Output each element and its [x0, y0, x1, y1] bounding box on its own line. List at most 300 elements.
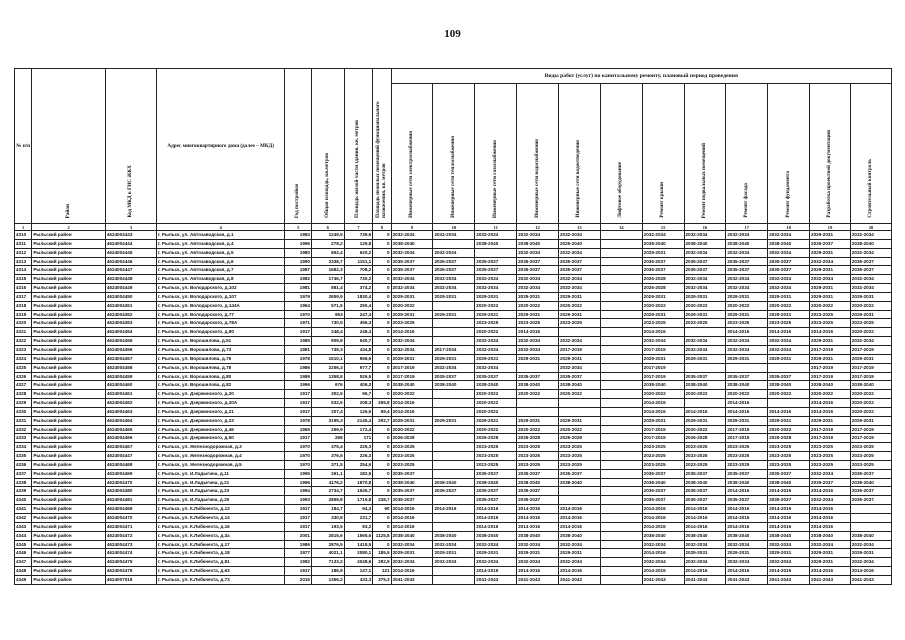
table-cell: 2032-2034 — [726, 284, 768, 293]
table-cell: 571,5 — [312, 301, 345, 310]
table-cell: 2020-2022 — [475, 425, 517, 434]
column-number-12: 12 — [517, 224, 559, 231]
table-cell: 620,2 — [344, 248, 373, 257]
table-cell: 2029-2031 — [768, 549, 810, 558]
table-cell: 2032-2034 — [768, 284, 810, 293]
table-cell: 2041-2043 — [558, 575, 600, 584]
table-cell: 1987 — [285, 266, 312, 275]
table-cell: 1981 — [285, 345, 312, 354]
table-cell: 2032-2034 — [391, 248, 433, 257]
table-cell: 2029-2031 — [810, 337, 851, 346]
column-number-9: 9 — [391, 224, 433, 231]
table-cell: 2032-2034 — [558, 363, 600, 372]
table-cell: 2080,1 — [344, 549, 373, 558]
table-cell: 2014-2016 — [433, 505, 475, 514]
table-cell: 2038-2040 — [642, 478, 684, 487]
table-cell: 2020-2022 — [684, 390, 726, 399]
table-cell: 2032-2034 — [684, 284, 726, 293]
table-cell: 0 — [373, 354, 391, 363]
header-year: Год постройки — [285, 69, 312, 224]
table-cell: 2014-2016 — [810, 505, 851, 514]
table-cell: 2035-2037 — [475, 496, 517, 505]
table-cell: 2023-2025 — [684, 443, 726, 452]
table-cell: 2029-2031 — [768, 354, 810, 363]
table-row — [15, 407, 892, 416]
table-cell: 2032-2034 — [475, 363, 517, 372]
table-cell: 2014-2016 — [684, 407, 726, 416]
column-number-18: 18 — [768, 224, 810, 231]
table-cell — [600, 275, 642, 284]
table-cell: 1917 — [285, 434, 312, 443]
table-cell: 1358,8 — [312, 372, 345, 381]
table-cell: г. Рыльск, ул. Ворошилова, д.82 — [156, 381, 285, 390]
table-cell — [600, 310, 642, 319]
table-cell: г. Рыльск, ул. К.Либкнехта, д.17 — [156, 540, 285, 549]
table-cell: 0 — [373, 487, 391, 496]
table-cell: 248,4 — [312, 328, 345, 337]
table-cell: 2023-2025 — [810, 310, 851, 319]
table-cell: 2014-2016 — [642, 567, 684, 576]
table-cell: 0 — [373, 319, 391, 328]
table-cell — [600, 266, 642, 275]
table-cell: 2035-2037 — [642, 496, 684, 505]
table-cell: 4021,1 — [312, 549, 345, 558]
table-row — [15, 496, 892, 505]
table-cell: 1971 — [285, 319, 312, 328]
table-cell: 4335 — [15, 452, 32, 461]
table-cell: 2035-2037 — [391, 487, 433, 496]
table-cell — [600, 496, 642, 505]
table-cell: 375,3 — [373, 575, 391, 584]
table-cell — [600, 239, 642, 248]
table-cell: 4624004481 — [105, 496, 156, 505]
table-cell: 2017-2019 — [850, 434, 891, 443]
table-cell: 2023-2025 — [684, 452, 726, 461]
table-cell: 2020-2022 — [475, 301, 517, 310]
table-cell: 2035-2037 — [726, 372, 768, 381]
table-cell: 96,7 — [344, 390, 373, 399]
table-cell: 4349 — [15, 575, 32, 584]
table-cell: 2029-2031 — [558, 549, 600, 558]
table-cell: 2014-2016 — [810, 522, 851, 531]
table-cell: 4332 — [15, 425, 32, 434]
table-row — [15, 328, 892, 337]
table-cell — [517, 407, 559, 416]
table-cell: 2029-2031 — [810, 248, 851, 257]
table-cell: 1418,5 — [344, 540, 373, 549]
header-work-9: Ремонт фасада — [726, 84, 768, 224]
table-cell: 2029-2031 — [810, 266, 851, 275]
table-cell: Рыльский район — [32, 522, 105, 531]
table-cell: 2014-2016 — [810, 514, 851, 523]
table-cell: 2020-2022 — [391, 425, 433, 434]
table-cell — [600, 425, 642, 434]
table-cell: г. Рыльск, ул. Ворошилова, д.73 — [156, 345, 285, 354]
table-cell — [558, 399, 600, 408]
column-number-3: 3 — [105, 224, 156, 231]
table-cell: 2038-2040 — [684, 478, 726, 487]
table-cell: 2734,7 — [312, 487, 345, 496]
table-cell: Рыльский район — [32, 301, 105, 310]
table-cell: 2032-2034 — [517, 248, 559, 257]
table-cell: 4624004457 — [105, 354, 156, 363]
table-cell: 4624004454 — [105, 328, 156, 337]
table-cell: 2032-2034 — [517, 345, 559, 354]
table-cell — [684, 363, 726, 372]
table-cell: 2014-2016 — [475, 522, 517, 531]
table-cell: 2035-2037 — [558, 257, 600, 266]
table-cell — [600, 390, 642, 399]
table-cell: 1917 — [285, 328, 312, 337]
table-cell: 4344 — [15, 531, 32, 540]
table-cell: Рыльский район — [32, 284, 105, 293]
table-cell: 1989 — [285, 372, 312, 381]
table-cell: 2029-2031 — [768, 310, 810, 319]
table-cell: 2001 — [285, 531, 312, 540]
table-cell: 4334 — [15, 443, 32, 452]
table-cell: Рыльский район — [32, 310, 105, 319]
table-cell: 4624004455 — [105, 337, 156, 346]
table-cell — [768, 363, 810, 372]
header-work-10: Ремонт фундамента — [768, 84, 810, 224]
table-cell: 4624004470 — [105, 478, 156, 487]
table-cell: 852,4 — [312, 248, 345, 257]
table-cell: г. Рыльск, ул. Володарского, д.107 — [156, 292, 285, 301]
table-cell: 4624004456 — [105, 345, 156, 354]
table-cell: 2029-2031 — [433, 549, 475, 558]
table-cell: 2035-2037 — [726, 257, 768, 266]
table-cell — [558, 328, 600, 337]
table-cell — [600, 531, 642, 540]
table-cell: 2035-2037 — [433, 266, 475, 275]
table-cell: г. Рыльск, ул. Дзержинского, д.20 — [156, 390, 285, 399]
table-cell: 1980 — [285, 248, 312, 257]
table-cell: 4336 — [15, 460, 32, 469]
table-cell — [433, 514, 475, 523]
table-cell: г. Рыльск, ул. Железнодорожная, д.3 — [156, 443, 285, 452]
table-cell: 2026-2028 — [391, 434, 433, 443]
table-cell — [433, 328, 475, 337]
table-cell: 2026-2040 — [558, 239, 600, 248]
table-cell: 2014-2016 — [810, 399, 851, 408]
header-work-5: Инженерные сети водоотведения — [558, 84, 600, 224]
table-cell: 4321 — [15, 328, 32, 337]
table-cell: 0 — [373, 478, 391, 487]
table-cell: 2041-2043 — [684, 575, 726, 584]
table-cell: 60 — [373, 505, 391, 514]
table-cell: 2035-2037 — [391, 469, 433, 478]
table-cell: 2038-2040 — [684, 381, 726, 390]
table-cell: 0 — [373, 460, 391, 469]
table-cell: Рыльский район — [32, 399, 105, 408]
table-cell: 2023-2025 — [475, 460, 517, 469]
table-cell: 2023-2025 — [391, 443, 433, 452]
table-cell: 261,1 — [312, 469, 345, 478]
table-cell: 2032-2034 — [642, 558, 684, 567]
table-row — [15, 275, 892, 284]
table-cell — [600, 434, 642, 443]
table-cell: 2035-2037 — [726, 469, 768, 478]
table-cell: г. Рыльск, ул. Железнодорожная, д.5 — [156, 460, 285, 469]
table-cell: г. Рыльск, ул. Ворошилова, д.78 — [156, 363, 285, 372]
table-cell — [600, 460, 642, 469]
table-cell: 2020-2022 — [684, 301, 726, 310]
table-cell: Рыльский район — [32, 239, 105, 248]
table-cell: 2032-2034 — [475, 337, 517, 346]
table-cell: 2017-2019 — [810, 425, 851, 434]
table-cell: 2035-2037 — [475, 257, 517, 266]
table-cell: 0 — [373, 514, 391, 523]
table-cell: Рыльский район — [32, 452, 105, 461]
table-cell: 2014-2016 — [391, 505, 433, 514]
table-cell: 2032-2034 — [768, 337, 810, 346]
table-cell: 2032-2034 — [684, 231, 726, 240]
table-cell: 2029-2031 — [517, 310, 559, 319]
table-cell: 2038-2040 — [810, 381, 851, 390]
table-cell: 2023-2025 — [517, 460, 559, 469]
table-cell: г. Рыльск, ул. К.Либкнехта, д.63 — [156, 567, 285, 576]
table-cell: 2014-2016 — [642, 549, 684, 558]
table-cell: 4624004445 — [105, 248, 156, 257]
table-cell — [558, 496, 600, 505]
table-cell: 2145,4 — [344, 416, 373, 425]
table-cell: 2029-2031 — [726, 416, 768, 425]
table-cell: 0 — [373, 372, 391, 381]
table-cell: 2041-2043 — [475, 575, 517, 584]
table-cell: 2038-2040 — [726, 531, 768, 540]
table-cell — [475, 248, 517, 257]
table-cell: 2014-2016 — [810, 487, 851, 496]
table-cell: 2032-2034 — [768, 540, 810, 549]
table-cell: 4310 — [15, 231, 32, 240]
table-cell: 2029-2031 — [726, 310, 768, 319]
table-cell: г. Рыльск, ул. Дзержинского, д.50 — [156, 434, 285, 443]
table-cell: 0 — [373, 239, 391, 248]
table-cell: 2014-2016 — [726, 522, 768, 531]
table-cell: 2029-2031 — [433, 354, 475, 363]
table-cell: 2029-2031 — [726, 354, 768, 363]
table-cell: 208,3 — [344, 399, 373, 408]
table-cell: 2023-2025 — [475, 443, 517, 452]
table-cell: 2023-2025 — [768, 452, 810, 461]
table-row — [15, 231, 892, 240]
column-number-20: 20 — [850, 224, 891, 231]
table-cell: 4624004466 — [105, 434, 156, 443]
table-cell: 330,8 — [312, 514, 345, 523]
table-cell: 2035-2037 — [850, 496, 891, 505]
table-cell: 250,4 — [344, 301, 373, 310]
table-row — [15, 301, 892, 310]
table-cell: 2038-2040 — [768, 239, 810, 248]
table-cell: 4317 — [15, 292, 32, 301]
table-cell: 2035-2037 — [684, 487, 726, 496]
table-cell: 2029-2031 — [475, 292, 517, 301]
table-cell: 4338 — [15, 478, 32, 487]
table-cell: 2029-2031 — [810, 284, 851, 293]
table-cell: 2029-2031 — [768, 292, 810, 301]
table-cell: 2029-2031 — [684, 354, 726, 363]
table-cell: 4311 — [15, 239, 32, 248]
table-cell: г. Рыльск, ул. Автозаводская, д.1 — [156, 231, 285, 240]
table-row — [15, 257, 892, 266]
table-cell: 2035-2037 — [475, 266, 517, 275]
table-cell: 4333 — [15, 434, 32, 443]
table-cell: 2029-2031 — [558, 354, 600, 363]
table-cell: г. Рыльск, ул. К.Либкнехта, д.13 — [156, 505, 285, 514]
table-cell: 1746,7 — [312, 275, 345, 284]
table-cell: 2023-2025 — [475, 452, 517, 461]
table-cell: 4345 — [15, 540, 32, 549]
table-cell: 1981 — [285, 284, 312, 293]
table-cell: 0 — [373, 390, 391, 399]
header-area-living: Площадь жилой части здания, кв. метров — [344, 69, 373, 224]
table-cell: 2038-2040 — [768, 478, 810, 487]
table-cell: 2032-2034 — [391, 337, 433, 346]
table-cell: 2020-2022 — [850, 301, 891, 310]
table-cell: 2014-2016 — [642, 399, 684, 408]
table-cell: 2038-2040 — [391, 478, 433, 487]
table-cell: 4624004471 — [105, 522, 156, 531]
table-cell: 2032-2034 — [433, 540, 475, 549]
table-cell: Рыльский район — [32, 257, 105, 266]
table-cell: 2029-2031 — [642, 248, 684, 257]
table-cell: 4624004450 — [105, 292, 156, 301]
table-cell: Рыльский район — [32, 425, 105, 434]
table-cell: 2029-2031 — [850, 292, 891, 301]
table-cell: 2029-2031 — [726, 292, 768, 301]
table-cell: 2035-2037 — [391, 496, 433, 505]
table-cell: 2035-2037 — [726, 266, 768, 275]
capital-repair-table — [14, 68, 892, 585]
table-cell: 186,9 — [312, 567, 345, 576]
table-cell: 2038-2040 — [433, 478, 475, 487]
table-cell: 4624004458 — [105, 363, 156, 372]
table-cell: 2023-2025 — [517, 443, 559, 452]
table-cell: 1830,4 — [344, 292, 373, 301]
table-cell: 129,8 — [344, 239, 373, 248]
table-row — [15, 345, 892, 354]
table-row — [15, 399, 892, 408]
table-cell: 2035-2037 — [391, 266, 433, 275]
table-cell: 1917 — [285, 390, 312, 399]
table-cell: 2035-2037 — [475, 469, 517, 478]
table-cell: 708,2 — [344, 266, 373, 275]
table-cell: 2035-2037 — [850, 469, 891, 478]
table-cell: 2032-2034 — [850, 231, 891, 240]
column-number-8: 8 — [373, 224, 391, 231]
header-work-8: Ремонт подвальных помещений — [684, 84, 726, 224]
table-cell: 2032-2034 — [433, 284, 475, 293]
table-cell: 4624004453 — [105, 319, 156, 328]
table-cell: 881,4 — [312, 284, 345, 293]
header-district: Район — [32, 69, 105, 224]
table-cell: 0 — [373, 345, 391, 354]
table-cell: 3195,3 — [312, 416, 345, 425]
table-cell: 1970 — [285, 443, 312, 452]
table-cell — [517, 363, 559, 372]
table-cell: Рыльский район — [32, 505, 105, 514]
table-cell: 2032-2034 — [517, 558, 559, 567]
table-cell: 2029-2031 — [517, 292, 559, 301]
header-work-7: Ремонт крыши — [642, 84, 684, 224]
table-cell: 126,6 — [344, 407, 373, 416]
table-cell: 2029-2031 — [810, 416, 851, 425]
table-cell: 2029-2031 — [810, 549, 851, 558]
table-cell: 4624004480 — [105, 487, 156, 496]
table-cell: 4328 — [15, 390, 32, 399]
table-cell: 4326 — [15, 372, 32, 381]
table-cell: 2038-2040 — [850, 478, 891, 487]
table-cell: 2020-2022 — [642, 390, 684, 399]
table-cell — [850, 514, 891, 523]
table-cell — [600, 328, 642, 337]
table-cell: 2017-2019 — [850, 345, 891, 354]
table-row — [15, 363, 892, 372]
page-number: 109 — [444, 28, 461, 40]
table-cell — [600, 257, 642, 266]
table-cell — [600, 301, 642, 310]
table-cell: 2041-2043 — [517, 575, 559, 584]
table-cell: 2032-2034 — [391, 540, 433, 549]
table-cell: 1994 — [285, 487, 312, 496]
table-cell: 1917 — [285, 567, 312, 576]
table-cell: 2038-2040 — [517, 239, 559, 248]
table-cell: 1249,5 — [312, 231, 345, 240]
table-cell — [558, 487, 600, 496]
table-cell: г. Рыльск, ул. К.Либкнехта, д.14 — [156, 514, 285, 523]
table-cell: 2020-2022 — [642, 301, 684, 310]
table-cell: 2038-2040 — [850, 239, 891, 248]
table-cell — [558, 407, 600, 416]
table-cell: 171 — [344, 434, 373, 443]
table-cell — [433, 337, 475, 346]
table-cell: 2020-2022 — [558, 390, 600, 399]
table-cell: 4339 — [15, 487, 32, 496]
table-cell: 676 — [312, 381, 345, 390]
table-cell: 2014-2016 — [684, 522, 726, 531]
table-cell: 2020-2022 — [768, 390, 810, 399]
table-cell: 730,2 — [344, 275, 373, 284]
table-cell: 2014-2016 — [391, 407, 433, 416]
table-cell: 2014-2016 — [726, 487, 768, 496]
table-cell: 2032-2034 — [768, 275, 810, 284]
table-cell: 2035-2037 — [642, 469, 684, 478]
table-cell: 238,7 — [373, 496, 391, 505]
table-row — [15, 310, 892, 319]
table-cell: 2029-2031 — [850, 416, 891, 425]
table-cell: 2038-2040 — [391, 381, 433, 390]
column-number-10: 10 — [433, 224, 475, 231]
table-cell: 526,5 — [344, 372, 373, 381]
table-cell: 2038-2040 — [642, 381, 684, 390]
table-cell: 4624004443 — [105, 231, 156, 240]
table-cell: 4343 — [15, 522, 32, 531]
table-cell: 1986 — [285, 540, 312, 549]
table-cell: 2032-2034 — [768, 558, 810, 567]
table-cell: 2035-2037 — [558, 372, 600, 381]
table-cell — [600, 372, 642, 381]
table-cell: 4346 — [15, 549, 32, 558]
table-cell: 2035-2037 — [850, 257, 891, 266]
table-row — [15, 575, 892, 584]
table-cell: Рыльский район — [32, 567, 105, 576]
table-row — [15, 337, 892, 346]
table-cell: 2029-2031 — [391, 310, 433, 319]
table-cell: 2038-2040 — [517, 478, 559, 487]
table-cell — [600, 478, 642, 487]
table-cell: 4624004476 — [105, 567, 156, 576]
table-cell: 2032-2034 — [642, 231, 684, 240]
